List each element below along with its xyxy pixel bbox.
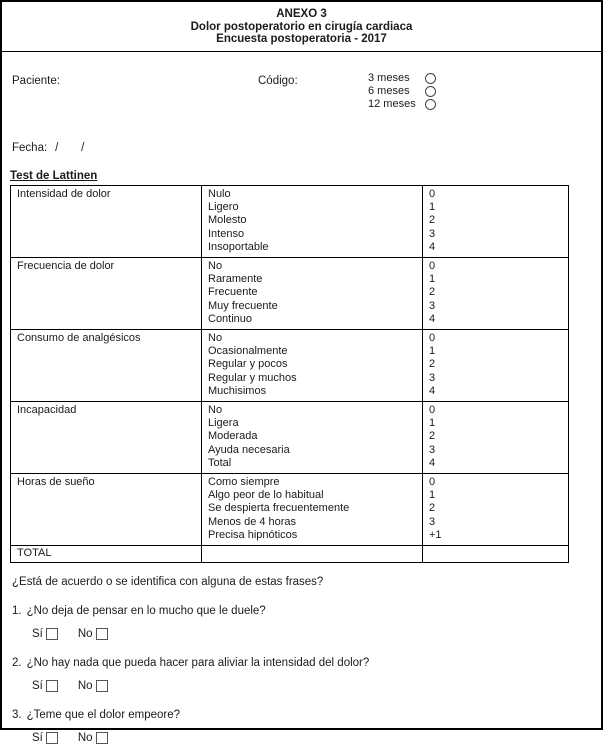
- scores-cell: [423, 401, 569, 473]
- score-value: 4: [429, 241, 436, 254]
- radio-option-label: 3 meses: [368, 72, 410, 84]
- option-label: Como siempre: [208, 475, 280, 488]
- option-label: Muy frecuente: [208, 299, 278, 312]
- yes-option: [32, 680, 58, 692]
- lattinen-row: [11, 401, 569, 473]
- radio-button[interactable]: [425, 99, 436, 110]
- option-label: Total: [208, 457, 232, 470]
- fecha-row: [12, 142, 601, 154]
- question-text: ¿No hay nada que pueda hacer para aliviar la intensidad del dolor?: [26, 656, 370, 669]
- option-label: No: [208, 403, 223, 416]
- questions-section: [2, 605, 601, 744]
- question-2: [12, 657, 601, 669]
- score-value: 0: [429, 259, 436, 272]
- radio-button[interactable]: [425, 86, 436, 97]
- option-label: Regular y pocos: [208, 358, 288, 371]
- score-value: 2: [429, 502, 436, 515]
- scores-cell: [423, 257, 569, 329]
- score-value: 1: [429, 489, 436, 502]
- score-value: 4: [429, 385, 436, 398]
- no-label: No: [77, 679, 93, 692]
- yes-label: Sí: [32, 627, 43, 640]
- options-cell: [202, 185, 423, 257]
- score-value: 0: [429, 187, 436, 200]
- scores-cell: [423, 473, 569, 545]
- option-label: Moderada: [208, 430, 258, 443]
- radio-option-label: 12 meses: [368, 98, 416, 110]
- option-label: Molesto: [208, 214, 247, 227]
- category-cell: Consumo de analgésicos: [11, 329, 202, 401]
- question-2-answers: [32, 680, 601, 692]
- category-cell: Horas de sueño: [11, 473, 202, 545]
- yes-label: Sí: [32, 731, 43, 744]
- yes-checkbox[interactable]: [46, 680, 58, 692]
- scores-cell: [423, 329, 569, 401]
- score-value: 2: [429, 430, 436, 443]
- question-text: ¿Teme que el dolor empeore?: [26, 708, 181, 721]
- score-value: 3: [429, 443, 436, 456]
- yes-label: Sí: [32, 679, 43, 692]
- codigo-options: [368, 72, 436, 111]
- lattinen-row: [11, 329, 569, 401]
- option-label: Regular y muchos: [208, 371, 297, 384]
- yes-option: [32, 628, 58, 640]
- total-label-cell: TOTAL: [11, 545, 202, 562]
- option-label: Intenso: [208, 227, 245, 240]
- score-value: 3: [429, 371, 436, 384]
- score-value: 0: [429, 475, 436, 488]
- lattinen-row: [11, 257, 569, 329]
- codigo-option-12-meses: [368, 98, 436, 111]
- lattinen-table: [10, 185, 569, 563]
- score-value: 3: [429, 299, 436, 312]
- score-value: 4: [429, 457, 436, 470]
- score-value: 1: [429, 200, 436, 213]
- score-value: 0: [429, 403, 436, 416]
- fecha-value[interactable]: / /: [55, 141, 87, 154]
- question-number: 1.: [12, 604, 22, 617]
- no-checkbox[interactable]: [96, 732, 108, 744]
- option-label: Nulo: [208, 187, 231, 200]
- lattinen-row: [11, 473, 569, 545]
- question-3: [12, 709, 601, 721]
- yes-checkbox[interactable]: [46, 732, 58, 744]
- yes-checkbox[interactable]: [46, 628, 58, 640]
- options-cell: [202, 401, 423, 473]
- no-checkbox[interactable]: [96, 628, 108, 640]
- header-survey-year: Encuesta postoperatoria - 2017: [216, 33, 387, 45]
- scores-cell: [423, 185, 569, 257]
- question-text: ¿No deja de pensar en lo mucho que le duele?: [26, 604, 266, 617]
- option-label: Ocasionalmente: [208, 344, 288, 357]
- lattinen-row: [11, 185, 569, 257]
- score-value: 1: [429, 272, 436, 285]
- score-value: 0: [429, 331, 436, 344]
- radio-option-label: 6 meses: [368, 85, 410, 97]
- questions-intro: ¿Está de acuerdo o se identifica con alguna de estas frases?: [12, 575, 324, 588]
- score-value: 3: [429, 515, 436, 528]
- question-number: 3.: [12, 708, 22, 721]
- test-title: Test de Lattinen: [10, 169, 98, 182]
- score-value: +1: [429, 529, 442, 542]
- options-cell: [202, 257, 423, 329]
- paciente-label: Paciente:: [12, 74, 60, 87]
- category-cell: Incapacidad: [11, 401, 202, 473]
- score-value: 3: [429, 227, 436, 240]
- no-label: No: [77, 627, 93, 640]
- option-label: Insoportable: [208, 241, 269, 254]
- score-value: 2: [429, 286, 436, 299]
- total-empty-cell: [202, 545, 423, 562]
- question-1-answers: [32, 628, 601, 640]
- codigo-option-3-meses: [368, 72, 436, 85]
- category-cell: Frecuencia de dolor: [11, 257, 202, 329]
- total-row: [11, 545, 569, 562]
- score-value: 4: [429, 313, 436, 326]
- options-cell: [202, 473, 423, 545]
- score-value: 1: [429, 344, 436, 357]
- no-option: [78, 732, 108, 744]
- question-1: [12, 605, 601, 617]
- radio-button[interactable]: [425, 73, 436, 84]
- options-cell: [202, 329, 423, 401]
- category-cell: Intensidad de dolor: [11, 185, 202, 257]
- option-label: Continuo: [208, 313, 253, 326]
- score-value: 1: [429, 417, 436, 429]
- score-value: 2: [429, 358, 436, 371]
- no-option: [78, 628, 108, 640]
- option-label: No: [208, 259, 223, 272]
- codigo-label: Código:: [258, 74, 298, 87]
- option-label: Precisa hipnóticos: [208, 529, 298, 542]
- option-label: Raramente: [208, 272, 263, 285]
- option-label: Ligero: [208, 200, 239, 213]
- option-label: No: [208, 331, 223, 344]
- option-label: Frecuente: [208, 286, 258, 299]
- no-label: No: [77, 731, 93, 744]
- question-number: 2.: [12, 656, 22, 669]
- no-option: [78, 680, 108, 692]
- option-label: Menos de 4 horas: [208, 515, 297, 528]
- score-value: 2: [429, 214, 436, 227]
- option-label: Ligera: [208, 417, 239, 429]
- fecha-label: Fecha:: [12, 141, 48, 154]
- header-divider: [2, 51, 601, 52]
- codigo-option-6-meses: [368, 85, 436, 98]
- meta-section: [2, 72, 601, 128]
- option-label: Algo peor de lo habitual: [208, 489, 324, 502]
- yes-option: [32, 732, 58, 744]
- header-subtitle: Dolor postoperatorio en cirugía cardiaca: [190, 20, 413, 33]
- form-header: [2, 2, 601, 46]
- option-label: Se despierta frecuentemente: [208, 502, 350, 515]
- option-label: Ayuda necesaria: [208, 443, 290, 456]
- no-checkbox[interactable]: [96, 680, 108, 692]
- total-score-cell[interactable]: [423, 545, 569, 562]
- option-label: Muchisimos: [208, 385, 267, 398]
- question-3-answers: [32, 732, 601, 744]
- header-anexo: ANEXO 3: [276, 8, 327, 20]
